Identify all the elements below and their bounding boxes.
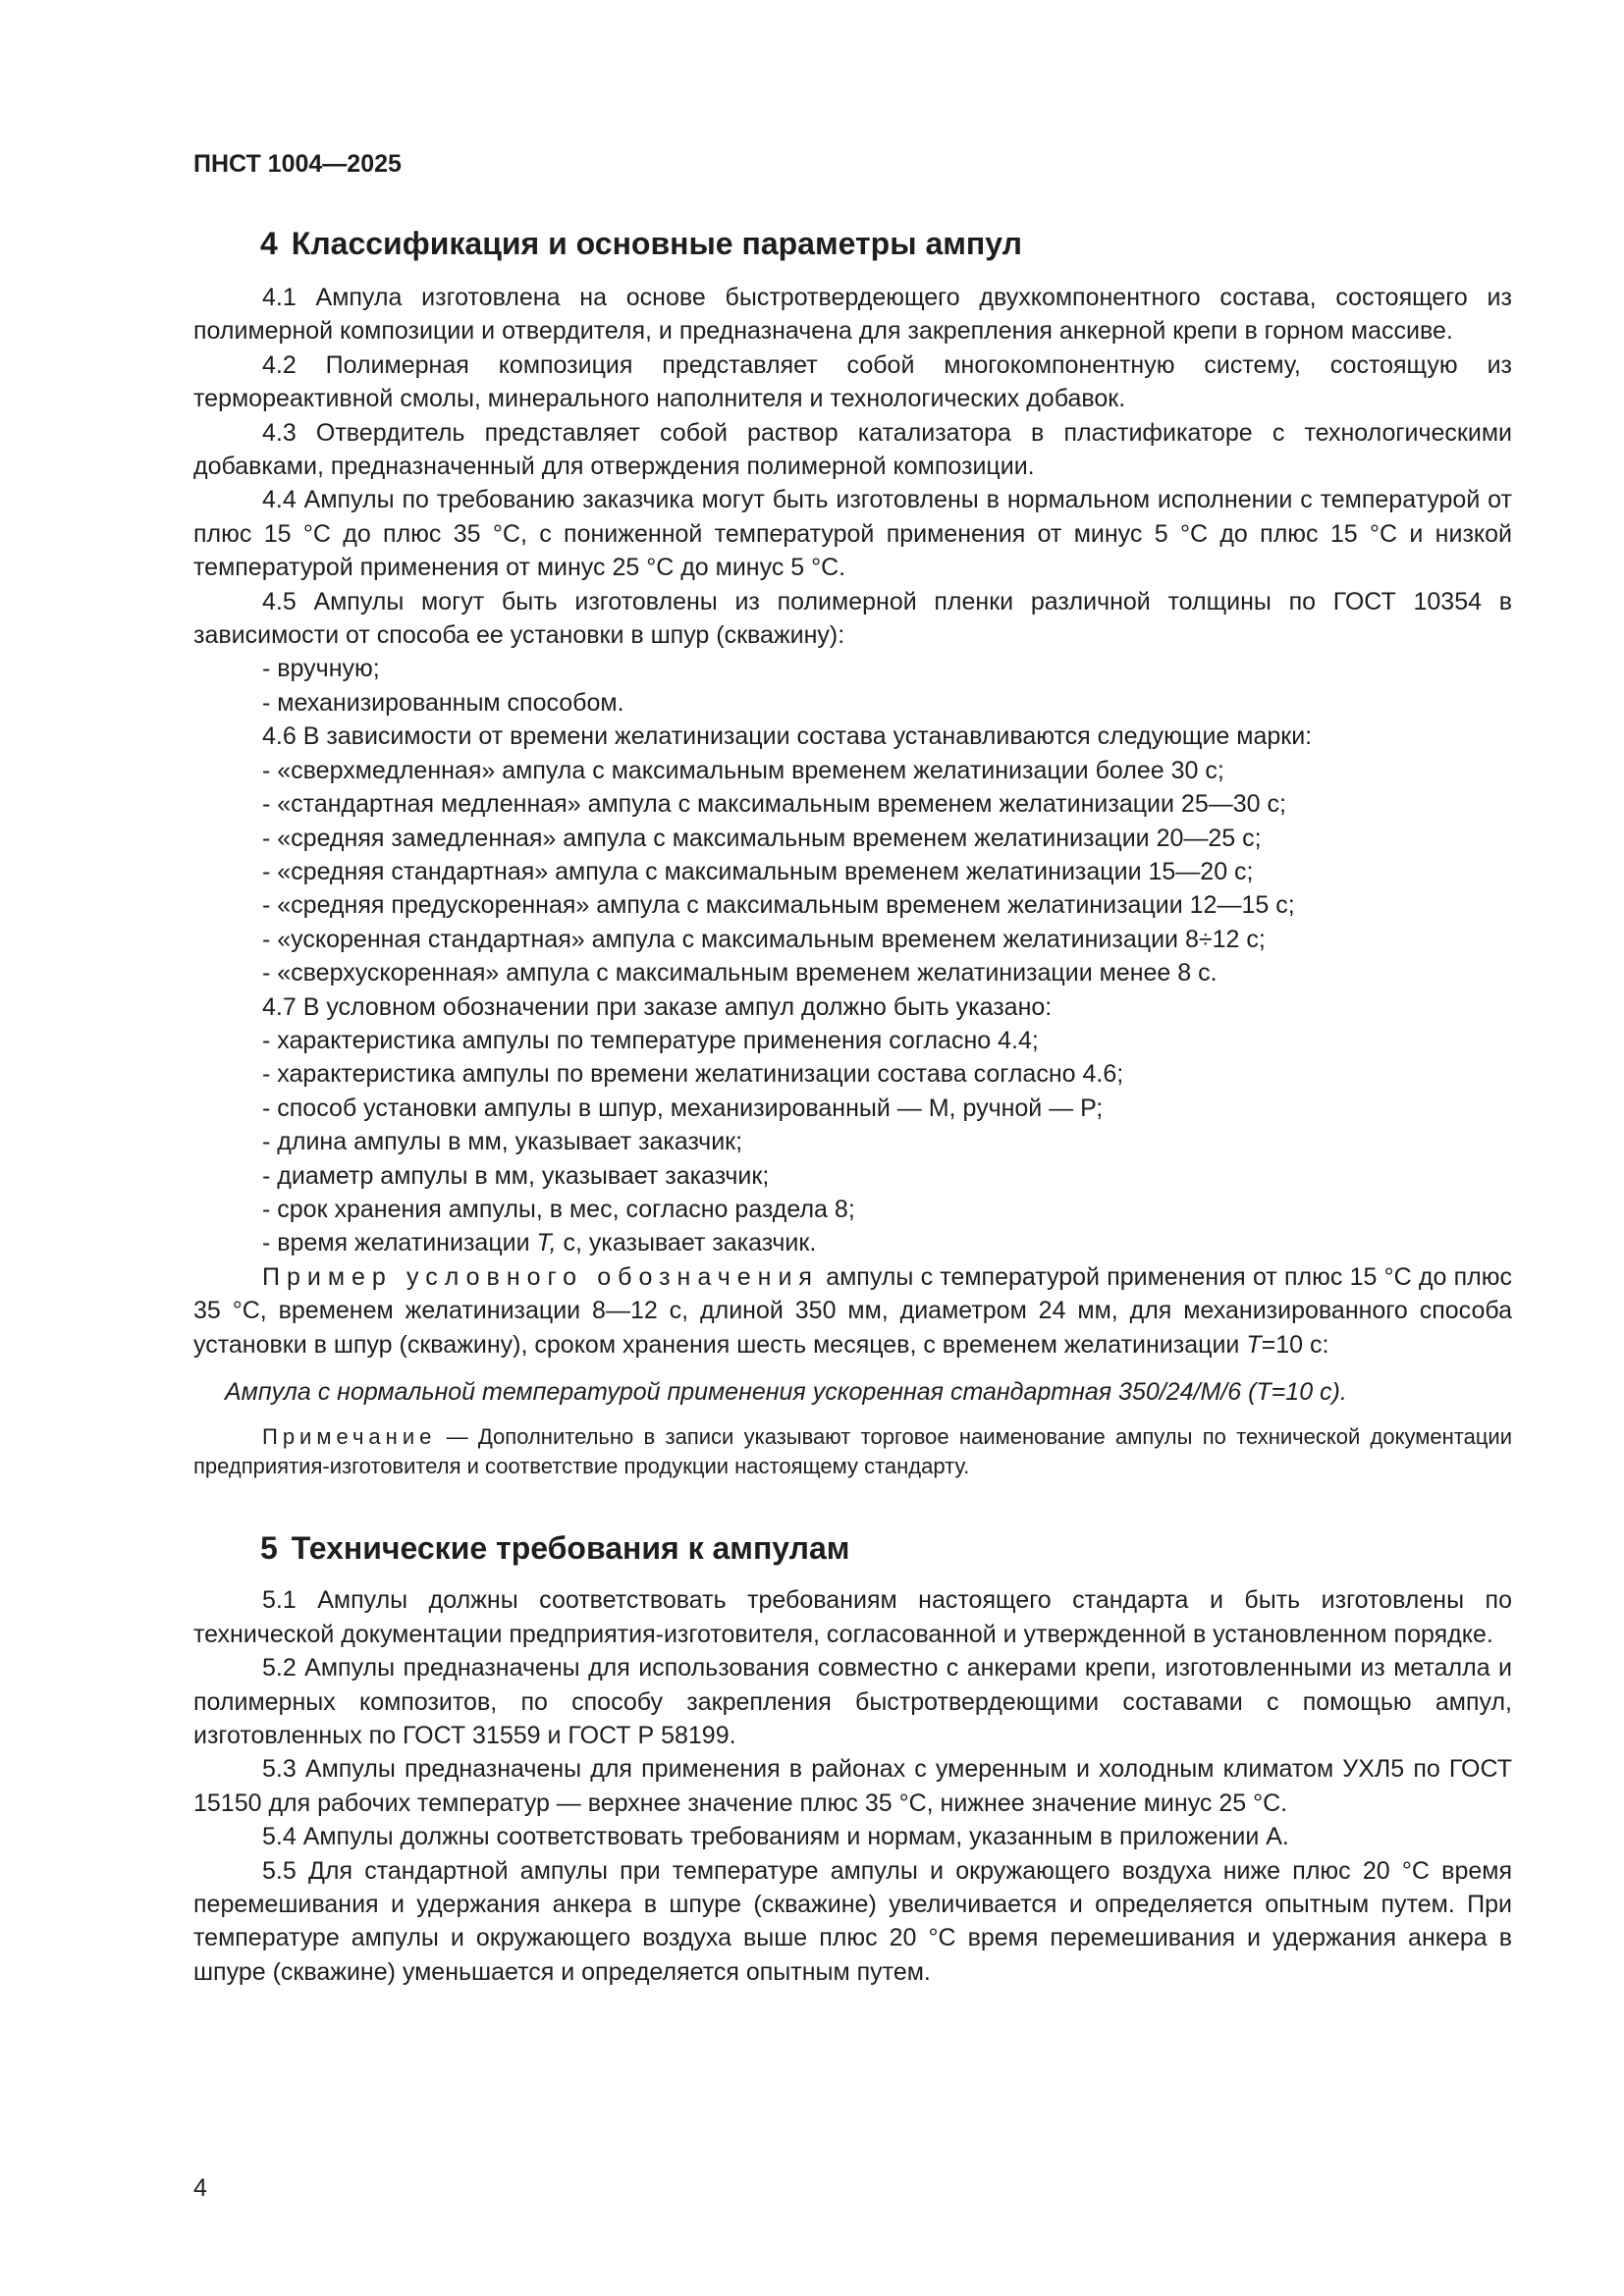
list-item <box>262 1226 1512 1259</box>
clause-4-1: 4.1 Ампула изготовлена на основе быстротвердеющего двухкомпонентного состава, состоящего из полимерной композиции и отвердителя, и предназначена для закрепления анкерной крепи в горном массиве. <box>193 284 1512 346</box>
clause-4-2: 4.2 Полимерная композиция представляет собой многокомпонентную систему, состоящую из термореактивной смолы, минерального наполнителя и технологических добавок. <box>193 350 1512 413</box>
list-item: - механизированным способом. <box>262 688 624 717</box>
list-item: - «стандартная медленная» ампула с максимальным временем желатинизации 25—30 с; <box>262 790 1286 819</box>
list-item: - способ установки ампулы в шпур, механизированный — М, ручной — Р; <box>262 1094 1104 1122</box>
clause-4-6: 4.6 В зависимости от времени желатинизации состава устанавливаются следующие марки: <box>262 722 1313 751</box>
list-item-text: с, указывает заказчик. <box>556 1229 817 1257</box>
section-4-heading <box>193 224 1512 263</box>
list-item: - «сверхускоренная» ампула с максимальным временем желатинизации менее 8 с. <box>262 959 1218 988</box>
list-item: - «средняя замедленная» ампула с максимальным временем желатинизации 20—25 с; <box>262 824 1262 852</box>
clause-5-1: 5.1 Ампулы должны соответствовать требованиям настоящего стандарта и быть изготовлены по технической документации предприятия-изготовителя, согласованной и утвержденной в установленном порядке. <box>193 1586 1512 1648</box>
clause-4-4: 4.4 Ампулы по требованию заказчика могут быть изготовлены в нормальном исполнении с температурой от плюс 15 °С до плюс 35 °С, с пониженной температурой применения от минус 5 °С до плюс 15 °С и низкой температурой применения от минус 25 °С до минус 5 °С. <box>193 486 1512 582</box>
example-text: ампулы с температурой применения от плюс 15 °С до плюс 35 °С, временем желатинизации 8—12 с, длиной 350 мм, диаметром 24 мм, для механизированного способа установки в шпур (скважину), сроком хранения шесть месяцев, с временем желатинизации <box>193 1262 1513 1359</box>
section-title: Классификация и основные параметры ампул <box>291 226 1022 261</box>
clause-5-4: 5.4 Ампулы должны соответствовать требованиям и нормам, указанным в приложении А. <box>262 1823 1289 1851</box>
document-header: ПНСТ 1004—2025 <box>193 150 402 178</box>
list-item: - «ускоренная стандартная» ампула с максимальным временем желатинизации 8÷12 с; <box>262 925 1266 953</box>
note-label: Примечание <box>262 1424 437 1450</box>
example-text-end: =10 с: <box>1261 1330 1329 1359</box>
section-number: 4 <box>260 226 278 261</box>
section-number: 5 <box>260 1530 278 1567</box>
page-number: 4 <box>193 2174 207 2202</box>
example-paragraph <box>193 1260 1512 1362</box>
clause-5-5: 5.5 Для стандартной ампулы при температуре ампулы и окружающего воздуха ниже плюс 20 °С время перемешивания и удержания анкера в шпуре (скважине) увеличивается и определяется опытным путем. При температуре ампулы и окружающего воздуха выше плюс 20 °С время перемешивания и удержания анкера в шпуре (скважине) уменьшается и определяется опытным путем. <box>193 1856 1512 1986</box>
note <box>193 1422 1512 1481</box>
list-item-text: - время желатинизации <box>262 1229 537 1257</box>
page-content <box>193 218 1512 1989</box>
list-4-7 <box>193 1024 1512 1260</box>
variable-t: Т, <box>536 1229 557 1257</box>
list-item: - «сверхмедленная» ампула с максимальным временем желатинизации более 30 с; <box>262 756 1224 784</box>
clause-4-3: 4.3 Отвердитель представляет собой раствор катализатора в пластификаторе с технологическими добавками, предназначенный для отверждения полимерной композиции. <box>193 418 1512 481</box>
list-item: - срок хранения ампулы, в мес, согласно раздела 8; <box>262 1195 855 1223</box>
list-item: - длина ампулы в мм, указывает заказчик; <box>262 1128 743 1156</box>
clause-4-5: 4.5 Ампулы могут быть изготовлены из полимерной пленки различной толщины по ГОСТ 10354 в зависимости от способа ее установки в шпур (скважину): <box>193 587 1512 650</box>
list-4-5 <box>193 652 1512 720</box>
list-4-6 <box>193 754 1512 990</box>
variable-t: Т <box>1246 1330 1262 1359</box>
example-label: Пример условного обозначения <box>262 1262 819 1291</box>
list-item: - характеристика ампулы по времени желатинизации состава согласно 4.6; <box>262 1060 1124 1089</box>
list-item: - «средняя предускоренная» ампула с максимальным временем желатинизации 12—15 с; <box>262 891 1295 920</box>
list-item: - вручную; <box>262 655 380 683</box>
note-text: — Дополнительно в записи указывают торговое наименование ампулы по технической документации предприятия-изготовителя и соответствие продукции настоящему стандарту. <box>193 1424 1512 1479</box>
example-designation: Ампула с нормальной температурой применения ускоренная стандартная 350/24/М/6 (Т=10 с). <box>225 1378 1347 1406</box>
section-5-heading <box>193 1528 1512 1568</box>
list-item: - характеристика ампулы по температуре применения согласно 4.4; <box>262 1026 1039 1054</box>
section-title: Технические требования к ампулам <box>291 1530 850 1567</box>
clause-4-7: 4.7 В условном обозначении при заказе ампул должно быть указано: <box>262 992 1053 1021</box>
clause-5-2: 5.2 Ампулы предназначены для использования совместно с анкерами крепи, изготовленными из металла и полимерных композитов, по способу закрепления быстротвердеющими составами с помощью ампул, изготовленных по ГОСТ 31559 и ГОСТ Р 58199. <box>193 1654 1512 1750</box>
list-item: - «средняя стандартная» ампула с максимальным временем желатинизации 15—20 с; <box>262 857 1254 885</box>
clause-5-3: 5.3 Ампулы предназначены для применения в районах с умеренным и холодным климатом УХЛ5 по ГОСТ 15150 для рабочих температур — верхнее значение плюс 35 °С, нижнее значение минус 25 °С. <box>193 1755 1512 1817</box>
list-item: - диаметр ампулы в мм, указывает заказчик; <box>262 1161 770 1190</box>
